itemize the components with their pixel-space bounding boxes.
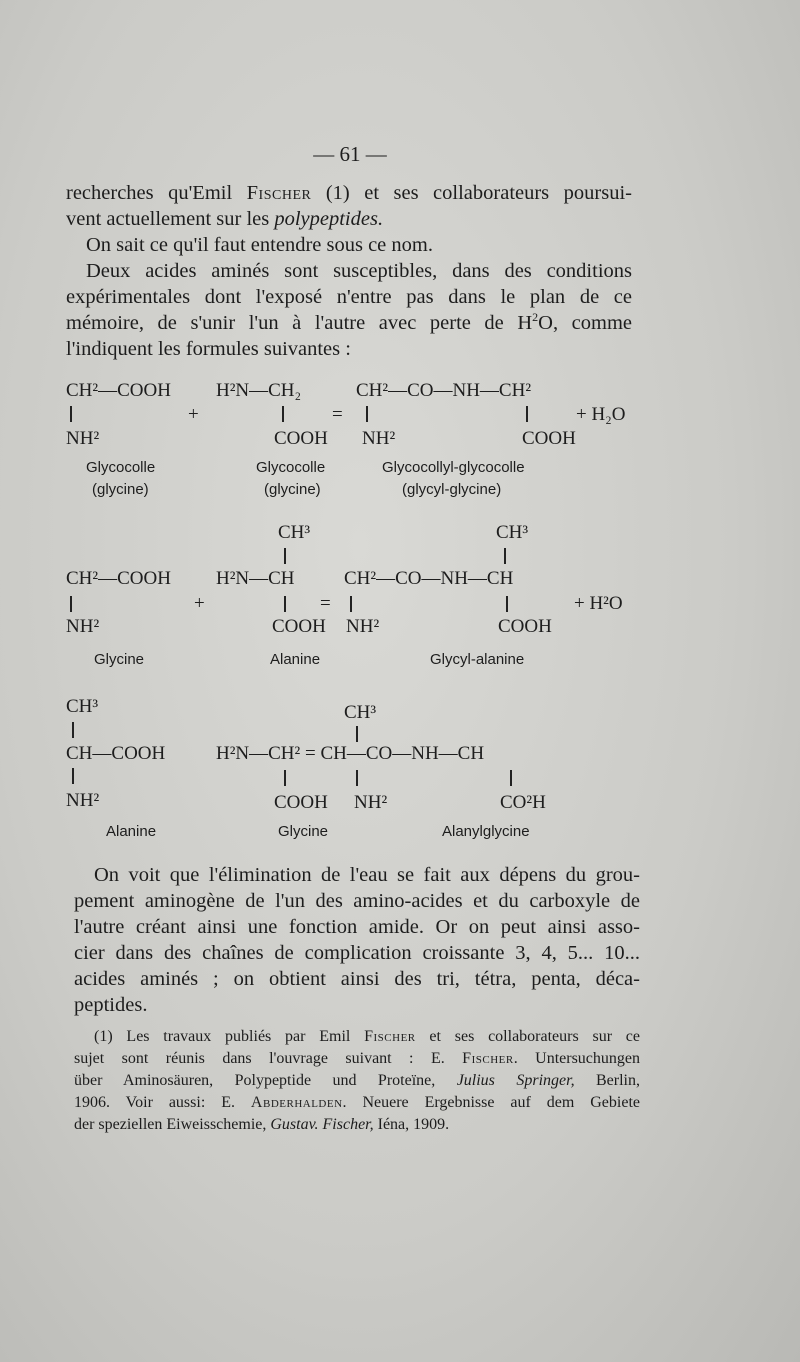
equals-sign: = xyxy=(332,404,343,425)
text-line: pement aminogène de l'un des amino-acides et du carboxyle de xyxy=(74,890,640,912)
formula-part: COOH xyxy=(274,792,328,813)
bond-line xyxy=(510,770,512,786)
text-segment: Iéna, 1909. xyxy=(373,1116,450,1133)
intro-paragraph xyxy=(66,180,632,362)
plus-sign: + xyxy=(188,404,199,425)
compound-label: Glycocolle xyxy=(86,459,156,476)
author-name: Fischer xyxy=(246,182,312,204)
text-line xyxy=(66,310,632,336)
text-segment: der speziellen Eiweisschemie, xyxy=(74,1116,271,1133)
formula-part: CH²—CO—NH—CH² xyxy=(356,380,532,401)
bond-line xyxy=(366,406,368,422)
compound-label: Alanine xyxy=(270,651,321,668)
footnote-line xyxy=(74,1114,640,1136)
formula-part: COOH xyxy=(272,616,326,637)
compound-label: Glycocollyl-glycocolle xyxy=(382,459,525,476)
formula-part: COOH xyxy=(498,616,552,637)
compound-label: Alanylglycine xyxy=(442,823,530,840)
author-name: Fischer xyxy=(364,1028,416,1045)
compound-label: (glycine) xyxy=(264,481,321,498)
page-number: — 61 — xyxy=(313,142,387,166)
compound-label: Alanine xyxy=(106,823,157,840)
text-line: cier dans des chaînes de complication croissante 3, 4, 5... 10... xyxy=(74,942,640,964)
bond-line xyxy=(72,722,74,738)
bond-line xyxy=(282,406,284,422)
text-line xyxy=(66,180,632,206)
text-segment: et ses collaborateurs sur ce xyxy=(415,1028,640,1045)
compound-label: Glycine xyxy=(278,823,329,840)
author-name: Fischer xyxy=(462,1050,514,1067)
bond-line xyxy=(356,726,358,742)
text-segment: . Untersuchungen xyxy=(513,1050,641,1067)
text-line: acides aminés ; on obtient ainsi des tri, tétra, penta, déca- xyxy=(74,968,640,990)
formula-part: CH²—COOH xyxy=(66,380,171,401)
text-line: On voit que l'élimination de l'eau se fait aux dépens du grou- xyxy=(94,864,640,886)
footnote-line xyxy=(74,1026,640,1048)
superscript: 2 xyxy=(532,310,539,325)
publisher-name: Gustav. Fischer, xyxy=(270,1116,374,1133)
formula-part: CO²H xyxy=(500,792,546,813)
formula-part: H²N—CH₂ xyxy=(216,380,302,401)
text-line xyxy=(66,206,632,232)
formula-part: CH²—COOH xyxy=(66,568,171,589)
formula-part: NH² xyxy=(346,616,380,637)
text-line: expérimentales dont l'exposé n'entre pas dans le plan de ce xyxy=(66,286,632,308)
bond-line xyxy=(284,596,286,612)
text-line: peptides. xyxy=(74,994,148,1016)
bond-line xyxy=(356,770,358,786)
bond-line xyxy=(504,548,506,564)
text-segment: (1) Les travaux publiés par Emil xyxy=(94,1028,365,1045)
formula-part: NH² xyxy=(66,790,100,811)
formula-part: CH³ xyxy=(66,696,99,717)
bond-line xyxy=(70,406,72,422)
compound-label: Glycyl-alanine xyxy=(430,651,525,668)
water-term: + H²O xyxy=(574,593,623,614)
text-segment: recherches qu'Emil xyxy=(66,182,247,204)
text-segment: . Neuere Ergebnisse auf dem Gebiete xyxy=(342,1094,641,1111)
text-segment: vent actuellement sur les xyxy=(66,208,275,230)
text-segment: sujet sont réunis dans l'ouvrage suivant : E. xyxy=(74,1050,463,1067)
footnote-line xyxy=(74,1092,640,1114)
formula-part: CH³ xyxy=(496,522,529,543)
compound-label: (glycyl-glycine) xyxy=(402,481,502,498)
formula-part: CH³ xyxy=(344,702,377,723)
publisher-name: Julius Springer, xyxy=(456,1072,575,1089)
water-term: + H₂O xyxy=(576,404,626,425)
text-line: Deux acides aminés sont susceptibles, dans des conditions xyxy=(86,260,632,282)
formula-part: H²N—CH² = CH—CO—NH—CH xyxy=(216,743,485,764)
bond-line xyxy=(72,768,74,784)
equals-sign: = xyxy=(320,593,331,614)
compound-label: Glycine xyxy=(94,651,145,668)
text-segment: O, comme xyxy=(538,312,632,334)
formula-part: COOH xyxy=(274,428,328,449)
italic-term: polypeptides. xyxy=(274,208,384,230)
compound-label: Glycocolle xyxy=(256,459,326,476)
text-segment: über Aminosäuren, Polypeptide und Proteïne, xyxy=(74,1072,457,1089)
text-line: l'indiquent les formules suivantes : xyxy=(66,338,351,360)
text-segment: (1) et ses collaborateurs poursui- xyxy=(311,182,632,204)
plus-sign: + xyxy=(194,593,205,614)
author-name: Abderhalden xyxy=(250,1094,343,1111)
bond-line xyxy=(350,596,352,612)
formula-part: NH² xyxy=(66,616,100,637)
footnote-line xyxy=(74,1070,640,1092)
compound-label: (glycine) xyxy=(92,481,149,498)
text-line: l'autre créant ainsi une fonction amide. Or on peut ainsi asso- xyxy=(74,916,640,938)
bond-line xyxy=(284,548,286,564)
text-segment: Berlin, xyxy=(574,1072,641,1089)
formula-part: CH²—CO—NH—CH xyxy=(344,568,514,589)
conclusion-paragraph xyxy=(74,862,640,1018)
formula-part: NH² xyxy=(354,792,388,813)
bond-line xyxy=(526,406,528,422)
formula-part: COOH xyxy=(522,428,576,449)
formula-part: CH—COOH xyxy=(66,743,166,764)
bond-line xyxy=(506,596,508,612)
bond-line xyxy=(70,596,72,612)
text-segment: 1906. Voir aussi: E. xyxy=(74,1094,251,1111)
formula-part: NH² xyxy=(66,428,100,449)
footnote-line xyxy=(74,1048,640,1070)
bond-line xyxy=(284,770,286,786)
formula-part: NH² xyxy=(362,428,396,449)
formula-part: H²N—CH xyxy=(216,568,295,589)
text-line: On sait ce qu'il faut entendre sous ce nom. xyxy=(86,234,433,256)
text-segment: mémoire, de s'unir l'un à l'autre avec perte de H xyxy=(66,312,533,334)
formula-part: CH³ xyxy=(278,522,311,543)
footnote xyxy=(74,1026,640,1136)
